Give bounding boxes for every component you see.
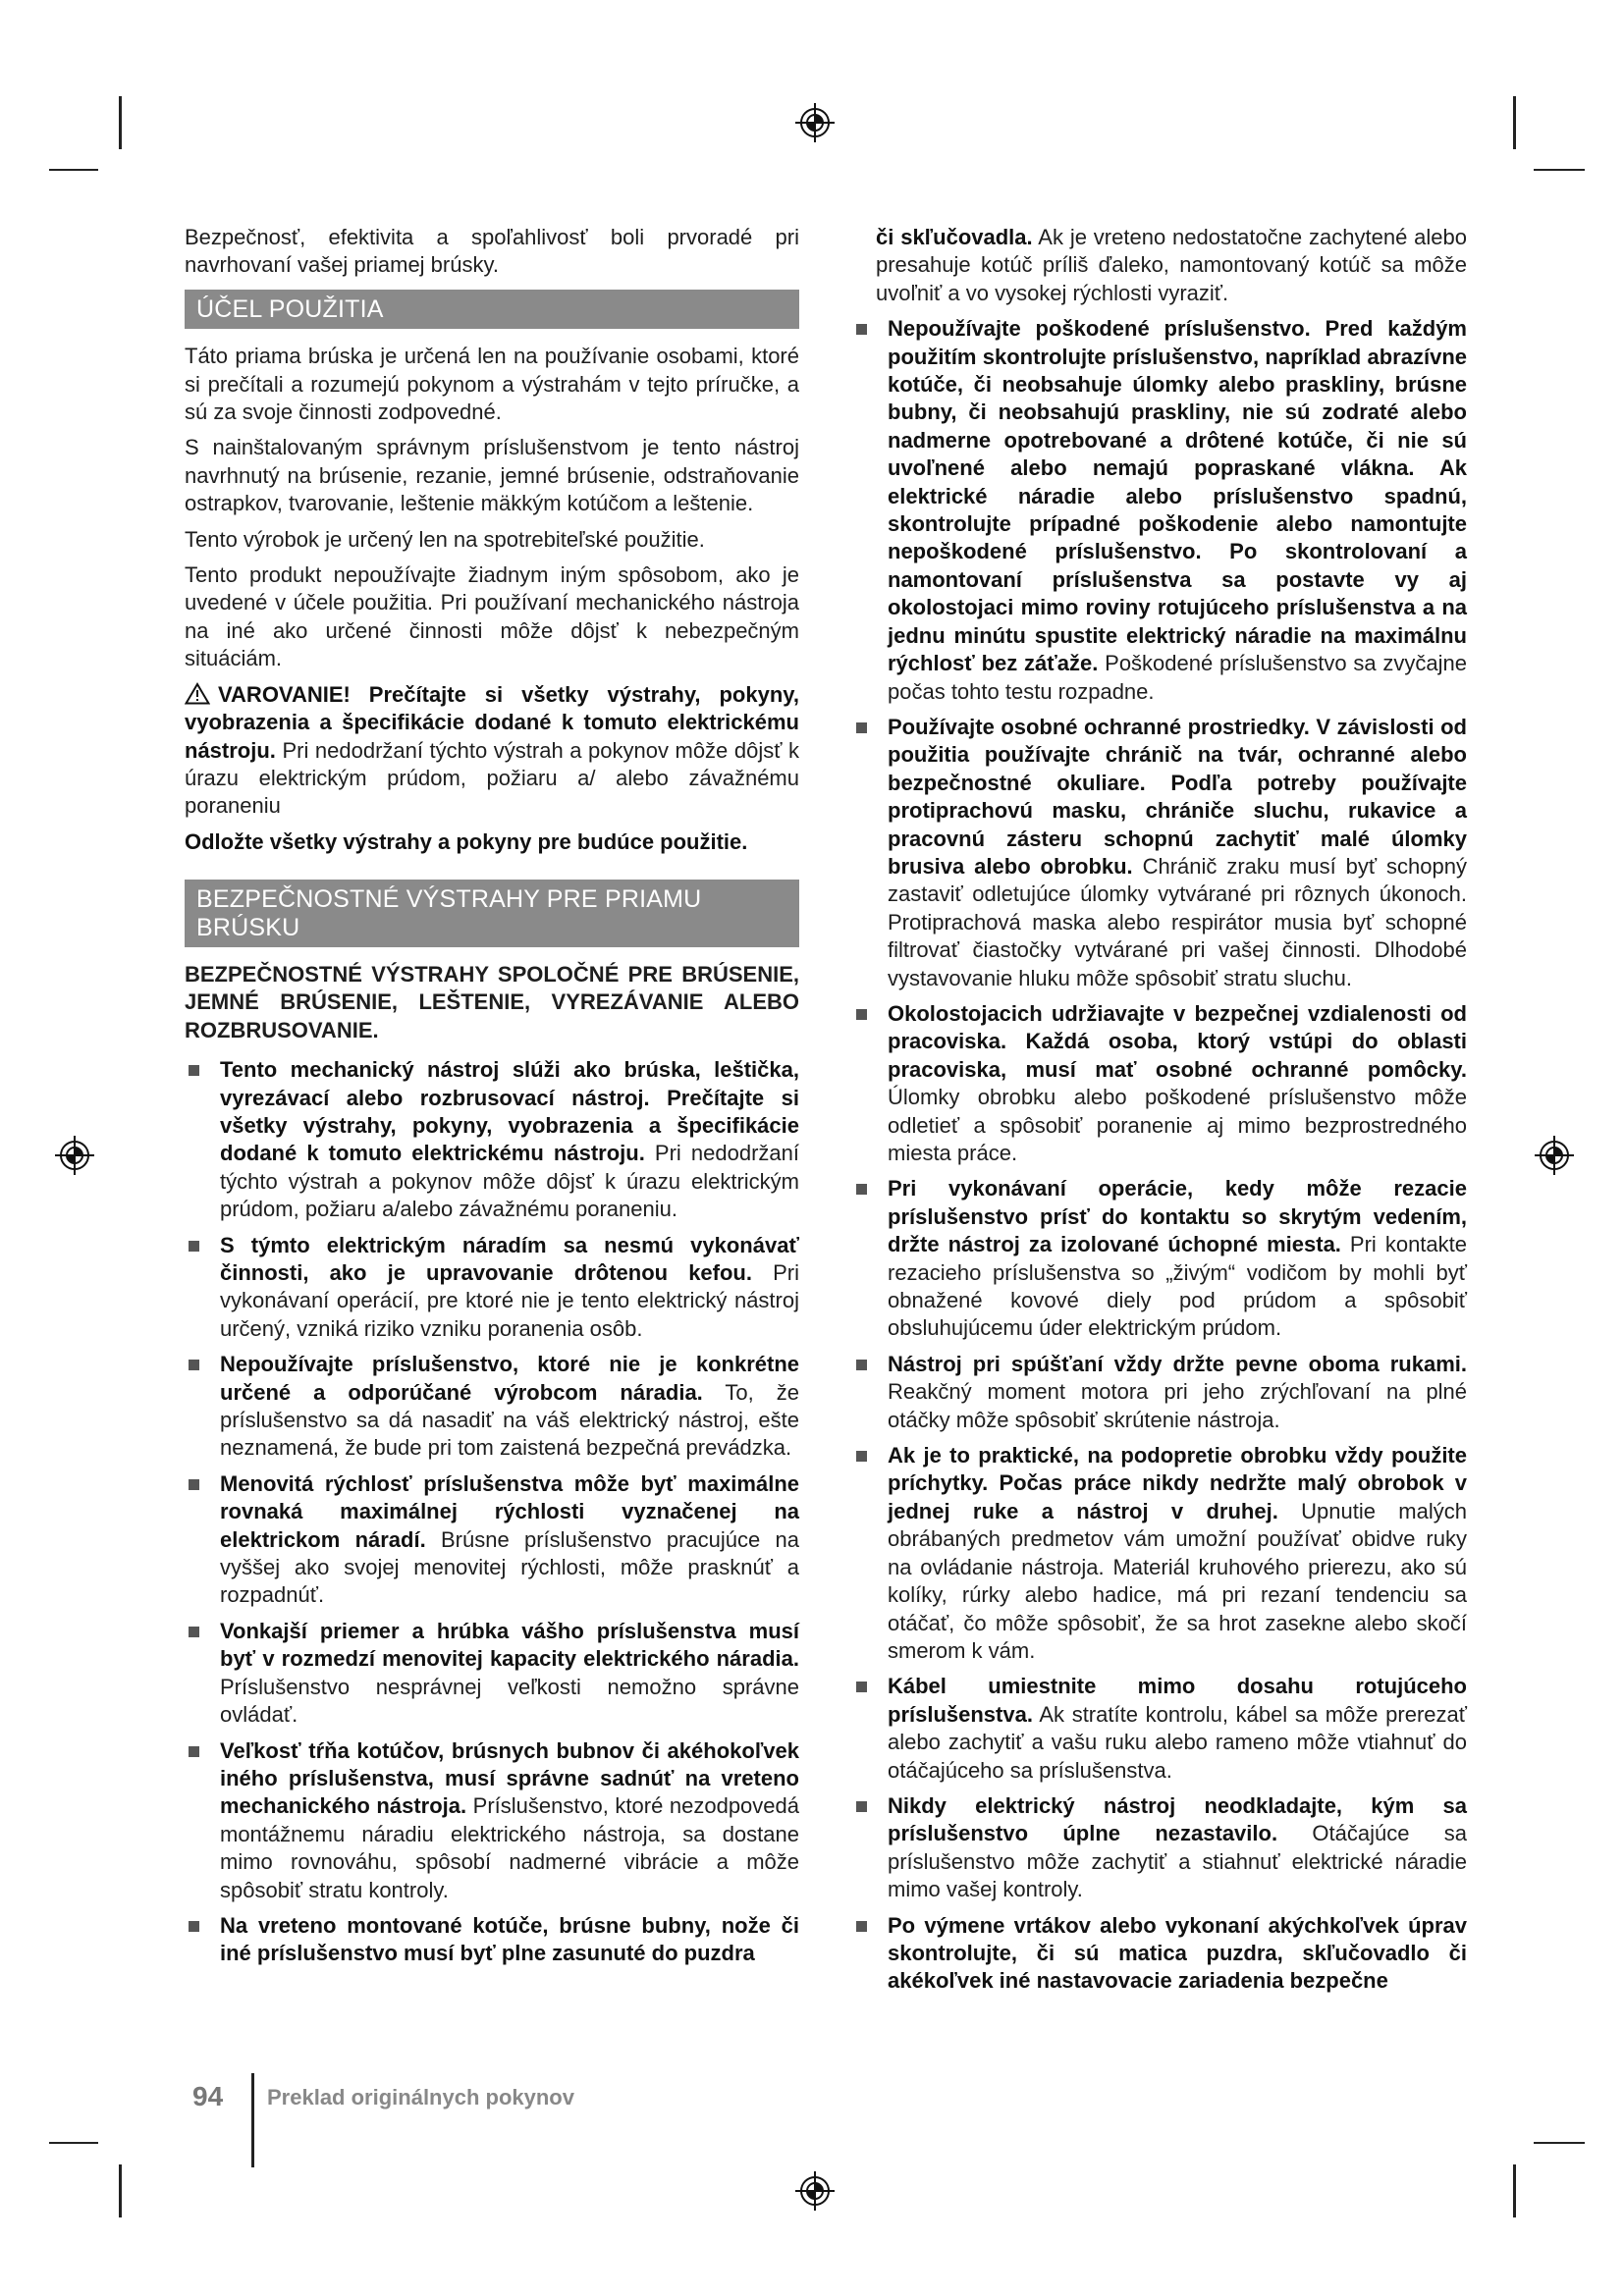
intro-paragraph: Bezpečnosť, efektivita a spoľahlivosť boli prvoradé pri navrhovaní vašej priamej brúsky. [185, 225, 799, 278]
bullet-icon [856, 1801, 867, 1812]
registration-mark-icon [1535, 1136, 1574, 1175]
item-text: Úlomky obrobku alebo poškodené príslušenstvo môže odletieť a spôsobiť poranenie aj mimo bezprostredného miesta práce. [888, 1085, 1467, 1165]
crop-mark [49, 169, 98, 171]
item-text: Pri kontakte rezacieho príslušenstva so „živým“ vodičom by mohli byť obnažené kovové diely pod prúdom a spôsobiť obsluhujúcemu úder elektrickým prúdom. [888, 1232, 1467, 1341]
item-bold: Nepoužívajte poškodené príslušenstvo. Pred každým použitím skontrolujte príslušenstvo, napríklad abrazívne kotúče, či neobsahuje úlomky alebo praskliny, brúsne bubny, či neobsahujú praskliny, nie sú zodraté alebo nadmerne opotrebované a drôtené kotúče, či nie sú uvoľnené alebo nemajú popraskané vlákna. Ak elektrické náradie alebo príslušenstvo spadnú, skontrolujte prípadné poškodenie alebo namontujte nepoškodené príslušenstvo. Po skontrolovaní a namontovaní príslušenstva sa postavte vy aj okolostojaci mimo roviny rotujúceho príslušenstva a na jednu minútu spustite elektrický náradie na maximálnu rýchlosť bez záťaže. [888, 316, 1467, 676]
bullet-icon [189, 1627, 199, 1637]
item-text: Upnutie malých obrábaných predmetov vám umožní používať obidve ruky na ovládanie nástroja. Materiál kruhového prierezu, ako sú kolíky, rúrky alebo hadice, má pri rezaní tendenciu sa otáčať, čo môže spôsobiť, že sa hrot zasekne alebo skočí smerom k vám. [888, 1498, 1467, 1663]
list-item [852, 1792, 1467, 1904]
registration-mark-icon [795, 103, 835, 142]
item-bold: Po výmene vrtákov alebo vykonaní akýchkoľvek úprav skontrolujte, či sú matica puzdra, skľučovadlo či akékoľvek iné nastavovacie zariadenia bezpečne [888, 1912, 1467, 1994]
continuation-bold: či skľučovadla. [876, 225, 1033, 249]
item-bold: Nikdy elektrický nástroj neodkladajte, kým sa príslušenstvo úplne nezastavilo. [888, 1792, 1467, 1846]
item-bold: Tento mechanický nástroj slúži ako brúska, leštička, vyrezávací alebo rozbrusovací nástroj. Prečítajte si všetky výstrahy, pokyny, vyobrazenia a špecifikácie dodané k tomuto elektrickému nástroju. [220, 1057, 799, 1166]
item-bold: Ak je to praktické, na podopretie obrobku vždy použite príchytky. Počas práce nikdy nedržte malý obrobok v jednej ruke a nástroj v druhej. [888, 1443, 1467, 1523]
crop-mark [1534, 2142, 1585, 2144]
bullet-icon [856, 1921, 867, 1932]
item-bold: Používajte osobné ochranné prostriedky. V závislosti od použitia používajte chránič na tvár, ochranné alebo bezpečnostné okuliare. Podľa potreby používajte protiprachovú masku, chrániče sluchu, rukavice a pracovnú zásteru schopnú zachytiť malé úlomky brusiva alebo obrobku. [888, 714, 1467, 879]
list-item [852, 315, 1467, 706]
item-text: Pri vykonávaní operácií, pre ktoré nie je tento elektrický nástroj určený, vzniká riziko vzniku poranenia osôb. [220, 1260, 800, 1341]
item-text: Príslušenstvo nesprávnej veľkosti nemožno správne ovládať. [220, 1674, 799, 1728]
bullet-icon [189, 1479, 199, 1490]
bullet-icon [856, 1009, 867, 1020]
section-heading-use: ÚČEL POUŽITIA [185, 290, 799, 329]
bullet-icon [189, 1065, 199, 1076]
continuation-paragraph [852, 224, 1467, 307]
continuation-text: Ak je vreteno nedostatočne zachytené alebo presahuje kotúč príliš ďaleko, namontovaný kotúč sa môže uvoľniť a vo vysokej rýchlosti vyraziť. [876, 225, 1467, 305]
item-text: Ak stratíte kontrolu, kábel sa môže prerezať alebo zachytiť a vašu ruku alebo rameno môže vtiahnuť do otáčajúceho sa príslušenstva. [888, 1701, 1467, 1783]
list-item [185, 1056, 799, 1223]
warning-paragraph [185, 681, 799, 821]
warning-text: Pri nedodržaní týchto výstrah a pokynov môže dôjsť k úrazu elektrickým prúdom, požiaru a/ alebo závažnému poraneniu [185, 737, 799, 819]
list-item [852, 1912, 1467, 1996]
crop-mark [1513, 96, 1516, 149]
bullet-icon [189, 1921, 199, 1932]
list-item [852, 714, 1467, 992]
warning-triangle-icon [185, 682, 210, 705]
list-item [852, 1175, 1467, 1342]
list-item [185, 1351, 799, 1463]
item-text: Pri nedodržaní týchto výstrah a pokynov môže dôjsť k úrazu elektrickým prúdom, požiaru a/alebo závažnému poraneniu. [220, 1141, 799, 1222]
keep-instructions-text: Odložte všetky výstrahy a pokyny pre budúce použitie. [185, 828, 748, 854]
item-text: Poškodené príslušenstvo sa zvyčajne počas tohto testu rozpadne. [888, 651, 1467, 704]
list-item [852, 1351, 1467, 1434]
footer-divider [251, 2073, 254, 2167]
item-bold: S týmto elektrickým náradím sa nesmú vykonávať činnosti, ako je upravovanie drôtenou kefou. [220, 1232, 799, 1285]
item-text: Reakčný moment motora pri jeho zrýchľovaní na plné otáčky môže spôsobiť skrútenie nástroja. [888, 1379, 1467, 1432]
bullet-icon [856, 324, 867, 335]
item-text: Chránič zraku musí byť schopný zastaviť odletujúce úlomky vytvárané pri rôznych úkonoch. Protiprachová maska alebo respirátor musia byť schopné filtrovať čiastočky vytvárané pri vašej činnosti. Dlhodobé vystavovanie hluku môže spôsobiť stratu sluchu. [888, 853, 1467, 990]
item-text: Brúsne príslušenstvo pracujúce na vyššej ako svojej menovitej rýchlosti, môže prasknúť a rozpadnúť. [220, 1526, 799, 1608]
list-item [852, 1442, 1467, 1665]
list-item [185, 1737, 799, 1904]
page-number: 94 [192, 2081, 224, 2111]
left-column [185, 224, 799, 1976]
list-item [185, 1912, 799, 1968]
bullet-icon [856, 1451, 867, 1462]
item-bold: Nepoužívajte príslušenstvo, ktoré nie je konkrétne určené a odporúčané výrobcom náradia. [220, 1352, 799, 1405]
crop-mark [119, 96, 122, 149]
item-bold: Okolostojacich udržiavajte v bezpečnej vzdialenosti od pracoviska. Každá osoba, ktorý vstúpi do oblasti pracoviska, musí mať osobné ochranné pomôcky. [888, 1000, 1467, 1082]
bullet-icon [856, 1682, 867, 1692]
item-bold: Pri vykonávaní operácie, kedy môže rezacie príslušenstvo prísť do kontaktu so skrytým vedením, držte nástroj za izolované úchopné miesta. [888, 1176, 1467, 1257]
section-heading-safety: BEZPEČNOSTNÉ VÝSTRAHY PRE PRIAMU BRÚSKU [185, 880, 799, 947]
bullet-icon [189, 1360, 199, 1370]
use-paragraph: Tento výrobok je určený len na spotrebiteľské použitie. [185, 526, 705, 552]
item-bold: Kábel umiestnite mimo dosahu rotujúceho príslušenstva. [888, 1674, 1467, 1727]
item-bold: Menovitá rýchlosť príslušenstva môže byť maximálne rovnaká maximálnej rýchlosti vyznačenej na elektrickom náradí. [220, 1470, 799, 1552]
registration-mark-icon [795, 2171, 835, 2211]
list-item [185, 1232, 799, 1344]
crop-mark [1534, 169, 1585, 171]
safety-subheading: BEZPEČNOSTNÉ VÝSTRAHY SPOLOČNÉ PRE BRÚSENIE, JEMNÉ BRÚSENIE, LEŠTENIE, VYREZÁVANIE ALEBO ROZBRUSOVANIE. [185, 961, 799, 1042]
bullet-icon [856, 1184, 867, 1195]
list-item [185, 1470, 799, 1610]
list-item [852, 1000, 1467, 1167]
item-bold: Na vreteno montované kotúče, brúsne bubny, nože či iné príslušenstvo musí byť plne zasunuté do puzdra [220, 1912, 799, 1966]
bullet-icon [856, 1360, 867, 1370]
right-column [852, 224, 1467, 2003]
list-item [852, 1673, 1467, 1785]
keep-instructions [185, 828, 799, 856]
item-text: To, že príslušenstvo sa dá nasadiť na váš elektrický nástroj, ešte neznamená, že bude pri tom zaistená bezpečná prevádzka. [220, 1379, 799, 1461]
item-bold: Veľkosť tŕňa kotúčov, brúsnych bubnov či akéhokoľvek iného príslušenstva, musí správne sadnúť na vreteno mechanického nástroja. [220, 1737, 799, 1819]
item-text: Príslušenstvo, ktoré nezodpovedá montážnemu náradiu elektrického nástroja, sa dostane mimo rovnováhu, spôsobí nadmerné vibrácie a môže spôsobiť stratu kontroly. [220, 1793, 799, 1902]
item-bold: Vonkajší priemer a hrúbka vášho príslušenstva musí byť v rozmedzí menovitej kapacity elektrického náradia. [220, 1618, 799, 1672]
crop-mark [1513, 2164, 1516, 2217]
footer-text: Preklad originálnych pokynov [267, 2085, 574, 2109]
use-paragraph: S nainštalovaným správnym príslušenstvom je tento nástroj navrhnutý na brúsenie, rezanie, jemné brúsenie, odstraňovanie ostrapkov, tvarovanie, leštenie mäkkým kotúčom a leštenie. [185, 435, 799, 516]
use-paragraph: Táto priama brúska je určená len na používanie osobami, ktoré si prečítali a rozumejú pokynom a výstrahám v tejto príručke, a sú za svoje činnosti zodpovedné. [185, 344, 799, 425]
item-bold: Nástroj pri spúšťaní vždy držte pevne oboma rukami. [888, 1351, 1467, 1376]
crop-mark [49, 2142, 98, 2144]
use-paragraph: Tento produkt nepoužívajte žiadnym iným spôsobom, ako je uvedené v účele použitia. Pri používaní mechanického nástroja na iné ako určené činnosti môže dôjsť k nebezpečným situáciám. [185, 562, 799, 671]
crop-mark [119, 2164, 122, 2217]
warning-bold: VAROVANIE! Prečítajte si všetky výstrahy, pokyny, vyobrazenia a špecifikácie dodané k tomuto elektrickému nástroju. [185, 681, 799, 763]
bullet-icon [856, 722, 867, 733]
item-text: Otáčajúce sa príslušenstvo môže zachytiť a stiahnuť elektrické náradie mimo vašej kontroly. [888, 1821, 1467, 1902]
registration-mark-icon [55, 1136, 94, 1175]
bullet-icon [189, 1746, 199, 1757]
bullet-icon [189, 1241, 199, 1252]
list-item [185, 1618, 799, 1730]
